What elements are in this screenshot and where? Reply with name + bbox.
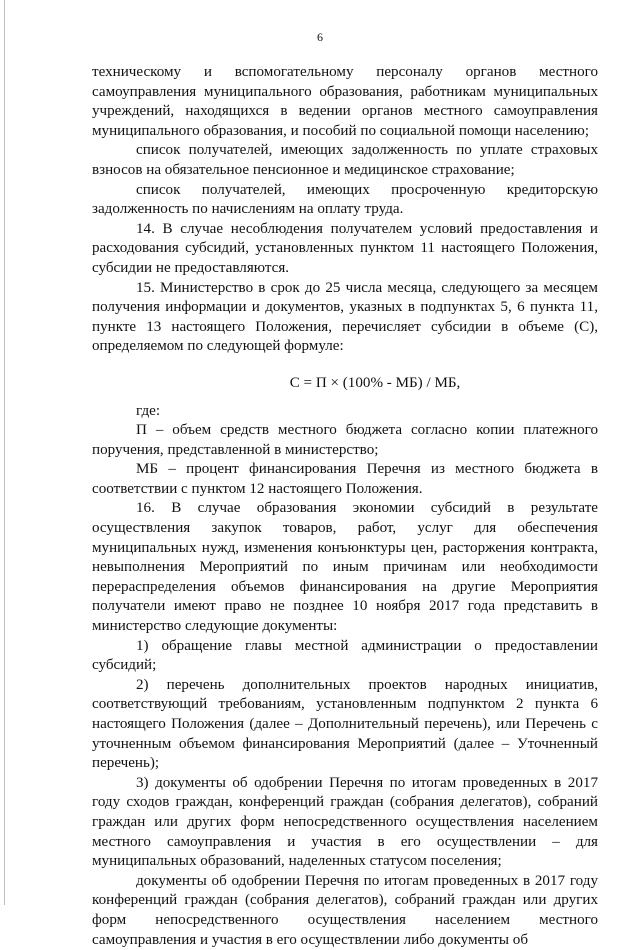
paragraph: 15. Министерство в срок до 25 числа месяца, следующего за месяцем получения информации и документов, указных в подпунктах 5, 6 пункта 11, пункте 13 настоящего Положения, перечисляет субсидии в объеме (С), определяемом по следующей формуле:	[92, 279, 598, 355]
paragraph: список получателей, имеющих задолженность по уплате страховых взносов на обязательное пенсионное и медицинское страхование;	[92, 142, 598, 178]
paragraph: документы об одобрении Перечня по итогам проведенных в 2017 году конференций граждан (собрания делегатов), собраний граждан или других форм непосредственного осуществления населением местного самоуправления и участия в его осуществлении либо документы об	[92, 872, 598, 948]
paragraph: 14. В случае несоблюдения получателем условий предоставления и расходования субсидий, установленных пунктом 11 настоящего Положения, субсидии не предоставляются.	[92, 220, 598, 276]
paragraph: список получателей, имеющих просроченную кредиторскую задолженность по начислениям на оплату труда.	[92, 181, 598, 218]
paragraph: где:	[136, 402, 161, 419]
page-number: 6	[317, 30, 323, 44]
paragraph: техническому и вспомогательному персоналу органов местного самоуправления муниципального образования, работникам муниципальных учреждений, находящихся в ведении органов местного самоуправления муниципального образования, и пособий по социальной помощи населению;	[92, 64, 598, 139]
paragraph: 1) обращение главы местной администрации о предоставлении субсидий;	[92, 637, 598, 674]
formula: С = П × (100% - МБ) / МБ,	[289, 374, 461, 391]
paragraph: 3) документы об одобрении Перечня по итогам проведенных в 2017 году сходов граждан, конференций граждан (собрания делегатов), собраний граждан или других форм непосредственного осуществления населением местного самоуправления и участия в его осуществлении – для муниципальных образований, наделенных статусом поселения;	[92, 774, 598, 870]
paragraph: П – объем средств местного бюджета согласно копии платежного поручения, представленной в министерство;	[92, 422, 598, 458]
document-body	[92, 63, 598, 950]
paragraph: 2) перечень дополнительных проектов народных инициатив, соответствующий требованиям, установленным подпунктом 2 пункта 6 настоящего Положения (далее – Дополнительный перечень), или Перечень с уточненным объемом финансирования Мероприятий (далее – Уточненный перечень);	[92, 676, 598, 772]
page-edge-line	[4, 0, 5, 905]
paragraph: МБ – процент финансирования Перечня из местного бюджета в соответствии с пунктом 12 настоящего Положения.	[92, 461, 598, 497]
paragraph: 16. В случае образования экономии субсидий в результате осуществления закупок товаров, работ, услуг для обеспечения муниципальных нужд, изменения конъюнктуры цен, расторжения контракта, невыполнения Мероприятий по иным причинам или необходимости перераспределения объемов финансирования на другие Мероприятия получатели имеют право не позднее 10 ноября 2017 года представить в министерство следующие документы:	[92, 500, 598, 635]
